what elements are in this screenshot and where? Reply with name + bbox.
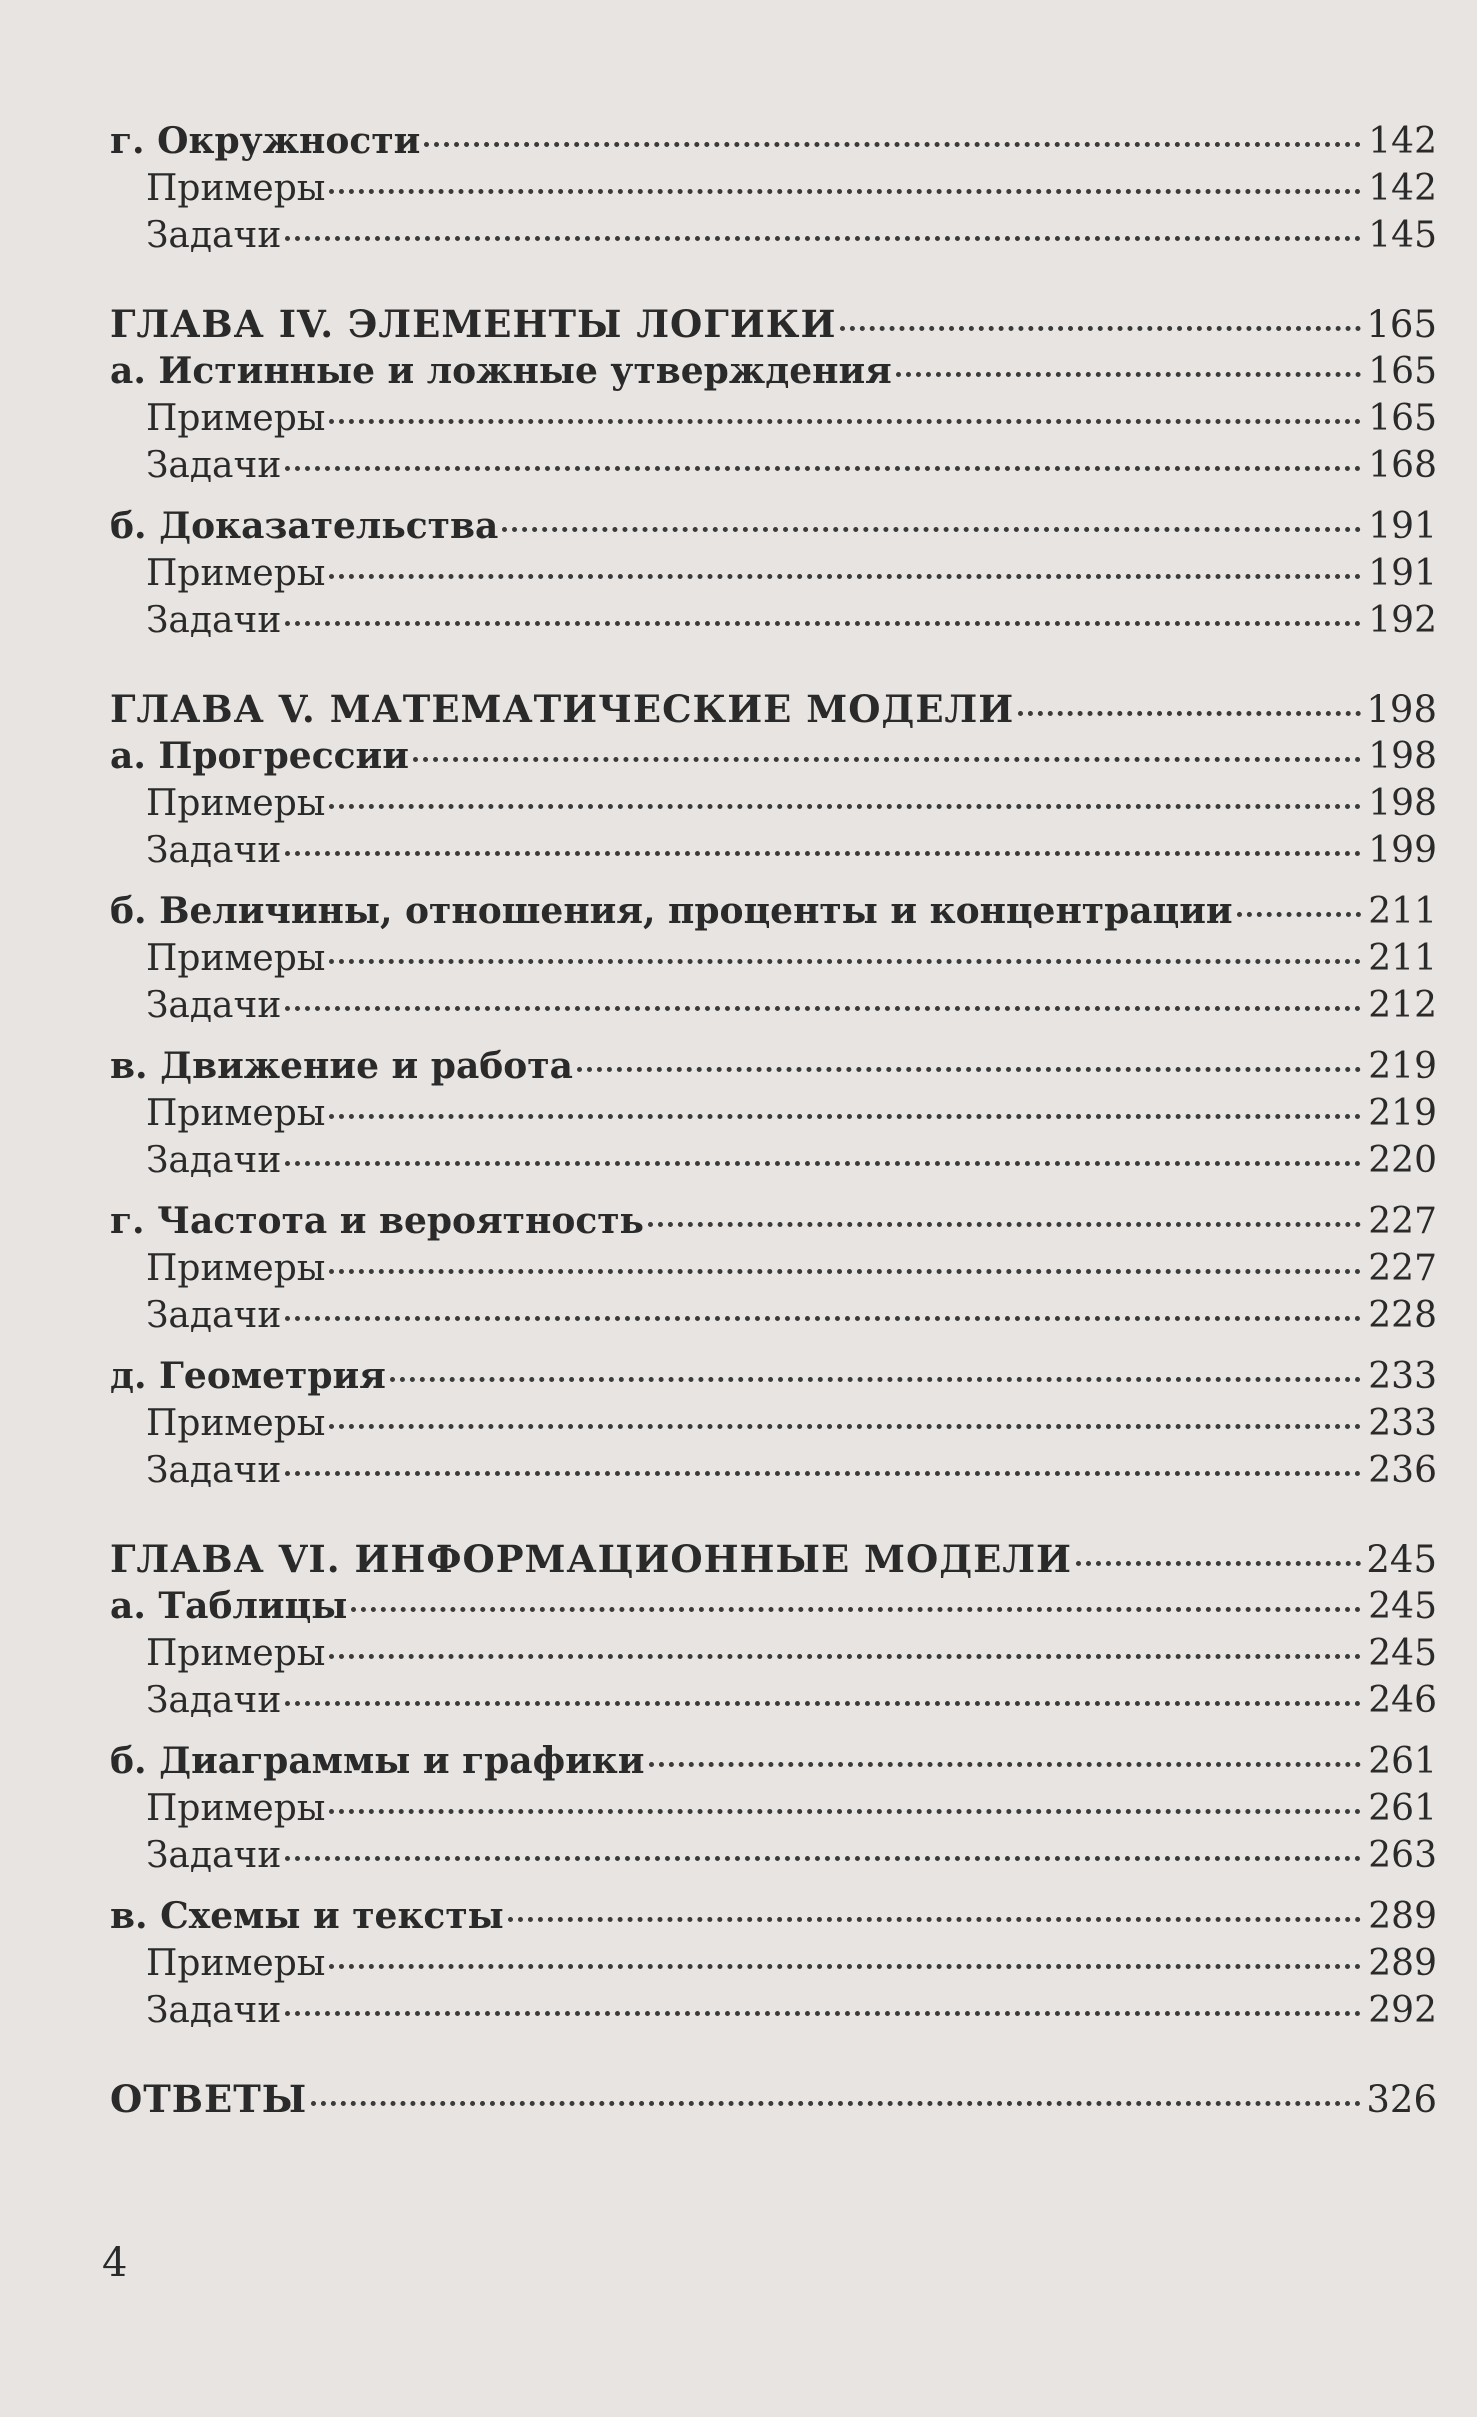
section-spacer xyxy=(110,1879,1437,1893)
toc-entry-page-number: 199 xyxy=(1368,830,1437,871)
toc-entry-item[interactable] xyxy=(110,165,1437,212)
toc-entry-item[interactable] xyxy=(110,1630,1437,1677)
toc-entry-page-number: 168 xyxy=(1368,445,1437,486)
toc-entry-item[interactable] xyxy=(110,1137,1437,1184)
toc-entry-title: Примеры xyxy=(146,783,326,824)
toc-entry-title: в. Схемы и тексты xyxy=(110,1895,504,1937)
toc-entry-item[interactable] xyxy=(110,1292,1437,1339)
toc-entry-title: ГЛАВА VI. ИНФОРМАЦИОННЫЕ МОДЕЛИ xyxy=(110,1537,1072,1581)
toc-entry-page-number: 198 xyxy=(1366,688,1437,731)
toc-entry-page-number: 246 xyxy=(1368,1680,1437,1721)
toc-entry-section[interactable] xyxy=(110,1583,1437,1630)
toc-entry-title: г. Окружности xyxy=(110,120,421,162)
toc-entry-title: ГЛАВА IV. ЭЛЕМЕНТЫ ЛОГИКИ xyxy=(110,302,837,346)
toc-entry-page-number: 192 xyxy=(1368,600,1437,641)
toc-entry-page-number: 142 xyxy=(1368,168,1437,209)
toc-entry-page-number: 219 xyxy=(1368,1046,1437,1087)
toc-entry-page-number: 289 xyxy=(1368,1896,1437,1937)
toc-entry-page-number: 142 xyxy=(1368,121,1437,162)
toc-entry-page-number: 220 xyxy=(1368,1140,1437,1181)
dot-leader xyxy=(390,1377,1361,1382)
dot-leader xyxy=(329,189,1361,194)
dot-leader xyxy=(649,1762,1362,1767)
toc-entry-title: Примеры xyxy=(146,553,326,594)
table-of-contents xyxy=(110,118,1437,2123)
toc-entry-item[interactable] xyxy=(110,1987,1437,2034)
toc-entry-title: Примеры xyxy=(146,1403,326,1444)
page-number: 4 xyxy=(102,2240,128,2286)
toc-entry-page-number: 289 xyxy=(1368,1943,1437,1984)
dot-leader xyxy=(329,574,1361,579)
dot-leader xyxy=(413,757,1361,762)
section-spacer xyxy=(110,1029,1437,1043)
toc-entry-section[interactable] xyxy=(110,118,1437,165)
toc-entry-page-number: 292 xyxy=(1368,1990,1437,2031)
toc-entry-item[interactable] xyxy=(110,982,1437,1029)
toc-entry-item[interactable] xyxy=(110,442,1437,489)
dot-leader xyxy=(285,466,1361,471)
dot-leader xyxy=(285,1161,1361,1166)
toc-entry-title: Примеры xyxy=(146,398,326,439)
toc-entry-title: Примеры xyxy=(146,1248,326,1289)
toc-entry-item[interactable] xyxy=(110,1940,1437,1987)
toc-entry-title: Задачи xyxy=(146,1990,282,2031)
toc-entry-title: Примеры xyxy=(146,1093,326,1134)
toc-entry-title: а. Истинные и ложные утверждения xyxy=(110,350,892,392)
dot-leader xyxy=(648,1222,1361,1227)
section-spacer xyxy=(110,874,1437,888)
dot-leader xyxy=(285,1316,1361,1321)
toc-entry-title: Задачи xyxy=(146,600,282,641)
chapter-spacer xyxy=(110,2034,1437,2076)
toc-entry-title: Задачи xyxy=(146,215,282,256)
toc-entry-title: Примеры xyxy=(146,168,326,209)
dot-leader xyxy=(1237,912,1361,917)
toc-entry-item[interactable] xyxy=(110,1447,1437,1494)
toc-entry-section[interactable] xyxy=(110,1198,1437,1245)
toc-entry-title: б. Диаграммы и графики xyxy=(110,1740,645,1782)
toc-entry-item[interactable] xyxy=(110,1090,1437,1137)
toc-entry-page-number: 212 xyxy=(1368,985,1437,1026)
toc-entry-title: а. Таблицы xyxy=(110,1585,348,1627)
toc-entry-title: б. Доказательства xyxy=(110,505,499,547)
section-spacer xyxy=(110,1339,1437,1353)
toc-entry-page-number: 211 xyxy=(1368,891,1437,932)
toc-entry-page-number: 233 xyxy=(1368,1403,1437,1444)
toc-entry-title: в. Движение и работа xyxy=(110,1045,573,1087)
section-spacer xyxy=(110,1724,1437,1738)
toc-entry-chapter[interactable] xyxy=(110,2076,1437,2123)
dot-leader xyxy=(285,1701,1361,1706)
toc-entry-page-number: 198 xyxy=(1368,736,1437,777)
toc-entry-title: Примеры xyxy=(146,1943,326,1984)
dot-leader xyxy=(285,1006,1361,1011)
toc-entry-page-number: 191 xyxy=(1368,506,1437,547)
toc-entry-page-number: 165 xyxy=(1368,398,1437,439)
toc-entry-title: б. Величины, отношения, проценты и концентрации xyxy=(110,890,1233,932)
dot-leader xyxy=(285,1856,1361,1861)
toc-entry-page-number: 236 xyxy=(1368,1450,1437,1491)
toc-entry-page-number: 165 xyxy=(1366,303,1437,346)
toc-entry-chapter[interactable] xyxy=(110,1536,1437,1583)
toc-entry-page-number: 263 xyxy=(1368,1835,1437,1876)
toc-entry-item[interactable] xyxy=(110,1832,1437,1879)
toc-entry-title: ГЛАВА V. МАТЕМАТИЧЕСКИЕ МОДЕЛИ xyxy=(110,687,1015,731)
toc-entry-section[interactable] xyxy=(110,1353,1437,1400)
toc-entry-title: Задачи xyxy=(146,830,282,871)
dot-leader xyxy=(285,1471,1361,1476)
toc-entry-title: Задачи xyxy=(146,985,282,1026)
toc-entry-section[interactable] xyxy=(110,1738,1437,1785)
toc-entry-item[interactable] xyxy=(110,550,1437,597)
toc-entry-page-number: 245 xyxy=(1366,1538,1437,1581)
dot-leader xyxy=(329,1654,1361,1659)
toc-entry-title: а. Прогрессии xyxy=(110,735,409,777)
toc-entry-page-number: 261 xyxy=(1368,1788,1437,1829)
dot-leader xyxy=(840,326,1361,331)
dot-leader xyxy=(329,1114,1361,1119)
dot-leader xyxy=(329,804,1361,809)
toc-entry-page-number: 227 xyxy=(1368,1201,1437,1242)
dot-leader xyxy=(577,1067,1361,1072)
toc-entry-item[interactable] xyxy=(110,395,1437,442)
dot-leader xyxy=(285,621,1361,626)
toc-entry-section[interactable] xyxy=(110,733,1437,780)
toc-entry-section[interactable] xyxy=(110,1043,1437,1090)
toc-entry-title: Задачи xyxy=(146,1835,282,1876)
toc-entry-page-number: 165 xyxy=(1368,351,1437,392)
toc-entry-title: г. Частота и вероятность xyxy=(110,1200,644,1242)
toc-entry-page-number: 227 xyxy=(1368,1248,1437,1289)
chapter-spacer xyxy=(110,644,1437,686)
toc-entry-item[interactable] xyxy=(110,827,1437,874)
dot-leader xyxy=(896,372,1361,377)
dot-leader xyxy=(285,2011,1361,2016)
toc-entry-item[interactable] xyxy=(110,1785,1437,1832)
dot-leader xyxy=(502,527,1361,532)
toc-entry-title: Примеры xyxy=(146,938,326,979)
toc-entry-page-number: 219 xyxy=(1368,1093,1437,1134)
dot-leader xyxy=(1076,1561,1361,1566)
dot-leader xyxy=(329,959,1361,964)
toc-entry-page-number: 326 xyxy=(1366,2078,1437,2121)
toc-entry-item[interactable] xyxy=(110,780,1437,827)
toc-entry-title: Задачи xyxy=(146,1450,282,1491)
toc-entry-title: д. Геометрия xyxy=(110,1355,386,1397)
dot-leader xyxy=(311,2101,1361,2106)
dot-leader xyxy=(508,1917,1361,1922)
dot-leader xyxy=(329,1424,1361,1429)
toc-entry-section[interactable] xyxy=(110,348,1437,395)
toc-entry-page-number: 191 xyxy=(1368,553,1437,594)
dot-leader xyxy=(285,851,1361,856)
toc-entry-page-number: 228 xyxy=(1368,1295,1437,1336)
toc-entry-title: Задачи xyxy=(146,1140,282,1181)
toc-entry-item[interactable] xyxy=(110,1400,1437,1447)
dot-leader xyxy=(285,236,1361,241)
dot-leader xyxy=(329,419,1361,424)
toc-entry-item[interactable] xyxy=(110,1677,1437,1724)
dot-leader xyxy=(1018,711,1361,716)
toc-entry-section[interactable] xyxy=(110,1893,1437,1940)
dot-leader xyxy=(329,1964,1361,1969)
toc-entry-section[interactable] xyxy=(110,503,1437,550)
toc-entry-title: Задачи xyxy=(146,445,282,486)
chapter-spacer xyxy=(110,259,1437,301)
section-spacer xyxy=(110,1184,1437,1198)
dot-leader xyxy=(329,1809,1361,1814)
toc-entry-title: Задачи xyxy=(146,1295,282,1336)
section-spacer xyxy=(110,489,1437,503)
dot-leader xyxy=(351,1607,1361,1612)
toc-entry-page-number: 245 xyxy=(1368,1586,1437,1627)
toc-entry-page-number: 245 xyxy=(1368,1633,1437,1674)
toc-entry-item[interactable] xyxy=(110,597,1437,644)
toc-entry-section[interactable] xyxy=(110,888,1437,935)
toc-entry-page-number: 145 xyxy=(1368,215,1437,256)
toc-entry-title: Примеры xyxy=(146,1633,326,1674)
toc-entry-item[interactable] xyxy=(110,935,1437,982)
toc-entry-page-number: 198 xyxy=(1368,783,1437,824)
toc-entry-item[interactable] xyxy=(110,212,1437,259)
toc-entry-page-number: 211 xyxy=(1368,938,1437,979)
dot-leader xyxy=(424,142,1361,147)
toc-entry-title: Примеры xyxy=(146,1788,326,1829)
chapter-spacer xyxy=(110,1494,1437,1536)
dot-leader xyxy=(329,1269,1361,1274)
toc-entry-page-number: 233 xyxy=(1368,1356,1437,1397)
toc-entry-chapter[interactable] xyxy=(110,686,1437,733)
toc-entry-title: Задачи xyxy=(146,1680,282,1721)
toc-entry-item[interactable] xyxy=(110,1245,1437,1292)
toc-entry-chapter[interactable] xyxy=(110,301,1437,348)
toc-entry-page-number: 261 xyxy=(1368,1741,1437,1782)
toc-entry-title: ОТВЕТЫ xyxy=(110,2077,308,2121)
